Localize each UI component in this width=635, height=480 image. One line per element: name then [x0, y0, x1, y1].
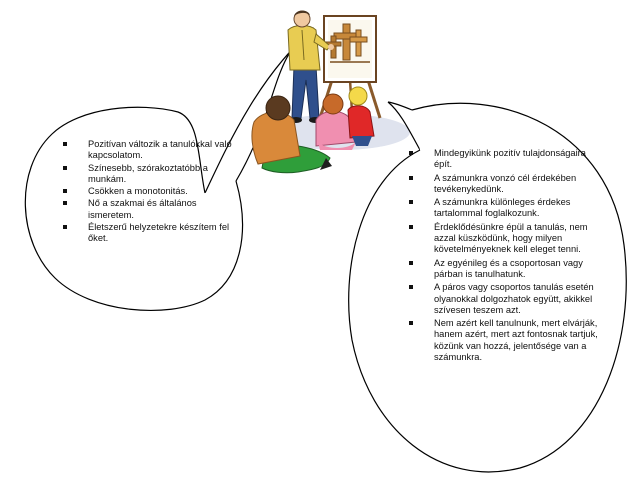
right-bubble-item: Az egyénileg és a csoportosan vagy párban is tanulhatunk. — [409, 258, 599, 281]
right-bubble-item: A páros vagy csoportos tanulás esetén olyanokkal dolgozhatok együtt, akikkel szívesen teszem azt. — [409, 282, 599, 316]
left-bubble-item: Életszerű helyzetekre készítem fel őket. — [63, 222, 238, 245]
left-bubble-list — [63, 139, 238, 246]
right-bubble-item: Érdeklődésünkre épül a tanulás, nem azzal küszködünk, hogy milyen követelményeknek kell eleget tenni. — [409, 222, 599, 256]
left-bubble-item: Pozitívan változik a tanulókkal való kapcsolatom. — [63, 139, 238, 162]
right-bubble-list — [409, 148, 599, 365]
right-bubble-item: Nem azért kell tanulnunk, mert elvárják, hanem azért, mert azt fontosnak tartjuk, közünk van hozzá, jelentősége van a számunkra. — [409, 318, 599, 363]
left-bubble-item: Csökken a monotonitás. — [63, 186, 238, 197]
right-bubble-item: A számunkra különleges érdekes tartalommal foglalkozunk. — [409, 197, 599, 220]
right-bubble-item: Mindegyikünk pozitív tulajdonságaira épít. — [409, 148, 599, 171]
left-bubble-item: Nő a szakmai és általános ismeretem. — [63, 198, 238, 221]
left-bubble-item: Színesebb, szórakoztatóbb a munkám. — [63, 163, 238, 186]
child-blond-red-shirt — [348, 87, 374, 146]
right-bubble-item: A számunkra vonzó cél érdekében tevékenykedünk. — [409, 173, 599, 196]
